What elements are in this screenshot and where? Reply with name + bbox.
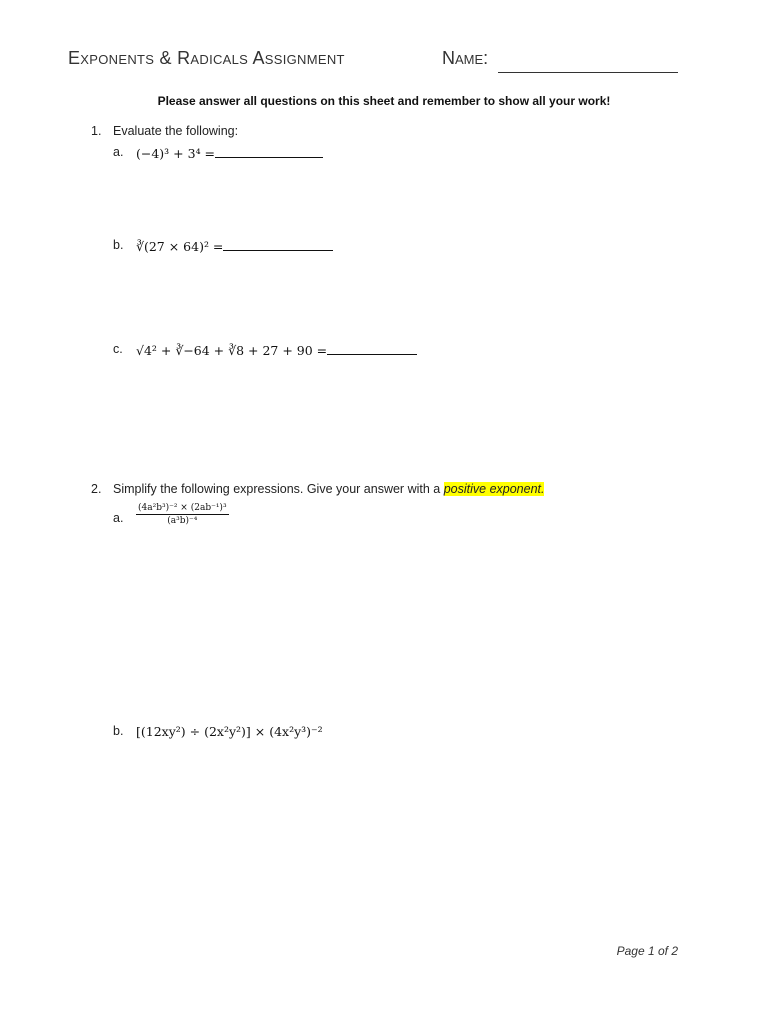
part-label: b. xyxy=(113,238,124,252)
fraction xyxy=(136,503,229,526)
part-label: a. xyxy=(113,511,124,525)
page-header xyxy=(68,48,680,78)
expression: (−4)³ + 3⁴ = xyxy=(136,145,323,161)
question-prompt: Simplify the following expressions. Give your answer with a positive exponent. xyxy=(113,482,545,496)
question-prompt: Evaluate the following: xyxy=(113,124,239,138)
part-label: b. xyxy=(113,724,124,738)
answer-blank xyxy=(223,238,333,251)
expression: [(12xy²) ÷ (2x²y²)] × (4x²y³)⁻² xyxy=(136,724,323,739)
answer-blank xyxy=(327,342,417,355)
part-label: a. xyxy=(113,145,124,159)
page-number: Page 1 of 2 xyxy=(616,944,678,958)
name-blank xyxy=(498,72,678,73)
answer-blank xyxy=(215,145,323,158)
numerator: (4a²b³)⁻² × (2ab⁻¹)³ xyxy=(138,503,227,513)
expression: √4² + ∛−64 + ∛8 + 27 + 90 = xyxy=(136,342,417,358)
instructions: Please answer all questions on this sheet and remember to show all your work! xyxy=(157,94,611,108)
denominator: (a³b)⁻⁴ xyxy=(167,516,198,526)
question-number: 1. xyxy=(91,124,102,138)
question-number: 2. xyxy=(91,482,102,496)
part-label: c. xyxy=(113,342,123,356)
expression: ∛(27 × 64)² = xyxy=(136,238,333,254)
assignment-title: Exponents & Radicals Assignment xyxy=(68,48,345,68)
fraction-expression xyxy=(136,503,229,526)
name-label: Name: xyxy=(442,48,489,68)
highlighted-text: positive exponent. xyxy=(443,482,545,496)
